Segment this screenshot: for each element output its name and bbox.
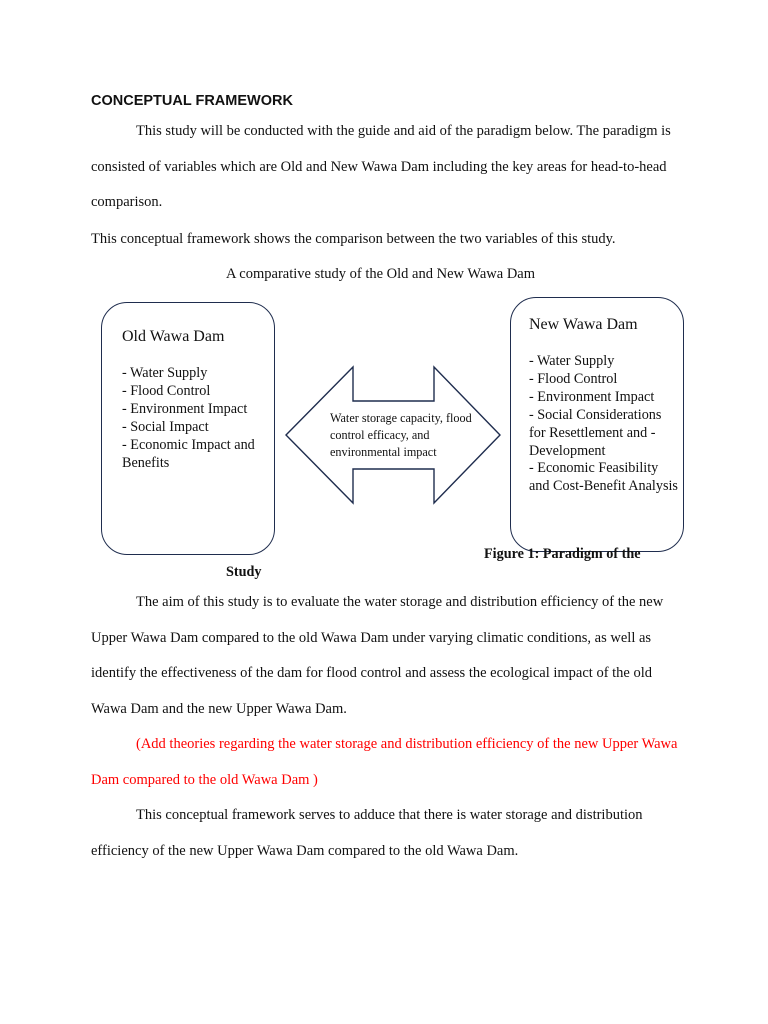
conclusion-paragraph-text: This conceptual framework serves to adduce that there is water storage and distribution efficiency of the new Upper Wawa Dam compared to the old Wawa Dam. bbox=[91, 807, 643, 859]
figure-caption-part2: Study bbox=[226, 564, 262, 580]
list-item: - Water Supply bbox=[122, 365, 208, 381]
section-heading: CONCEPTUAL FRAMEWORK bbox=[91, 93, 293, 109]
new-dam-items bbox=[529, 353, 679, 496]
figure-caption-part1: Figure 1: Paradigm of the bbox=[484, 546, 641, 562]
old-dam-box bbox=[101, 302, 275, 555]
list-item: - Social Considerations for Resettlement and - Development bbox=[529, 406, 662, 459]
intro-paragraph bbox=[91, 114, 681, 221]
old-dam-items bbox=[122, 365, 272, 472]
list-item: - Flood Control bbox=[122, 382, 211, 399]
list-item: - Social Impact bbox=[122, 418, 209, 435]
new-dam-title: New Wawa Dam bbox=[529, 316, 638, 333]
diagram-title: A comparative study of the Old and New Wawa Dam bbox=[226, 266, 536, 282]
editor-note-text: (Add theories regarding the water storage and distribution efficiency of the new Upper Wawa Dam compared to the old Wawa Dam ) bbox=[91, 736, 678, 788]
intro-paragraph-text: This study will be conducted with the guide and aid of the paradigm below. The paradigm is consisted of variables which are Old and New Wawa Dam including the key areas for head-to-head comparison. bbox=[91, 123, 671, 211]
list-item: - Environment Impact bbox=[122, 400, 248, 417]
old-dam-title: Old Wawa Dam bbox=[122, 328, 225, 345]
comparison-criteria-text: Water storage capacity, flood control efficacy, and environmental impact bbox=[330, 411, 472, 459]
aim-paragraph-text: The aim of this study is to evaluate the water storage and distribution efficiency of the new Upper Wawa Dam compared to the old Wawa Dam under varying climatic conditions, as well as identify the effectiveness of the dam for flood control and assess the ecological impact of the old Wawa Dam and the new Upper Wawa Dam. bbox=[91, 594, 664, 718]
framework-summary-paragraph: This conceptual framework shows the comparison between the two variables of this study. bbox=[91, 231, 616, 247]
new-dam-box bbox=[510, 297, 684, 552]
list-item: - Environment Impact bbox=[529, 388, 655, 405]
aim-paragraph bbox=[91, 585, 681, 728]
list-item: - Water Supply bbox=[529, 353, 615, 369]
list-item: - Economic Impact and Benefits bbox=[122, 436, 255, 471]
list-item: - Flood Control bbox=[529, 370, 618, 387]
editor-note bbox=[91, 727, 681, 798]
conclusion-paragraph bbox=[91, 798, 681, 869]
list-item: - Economic Feasibility and Cost-Benefit Analysis bbox=[529, 460, 678, 495]
